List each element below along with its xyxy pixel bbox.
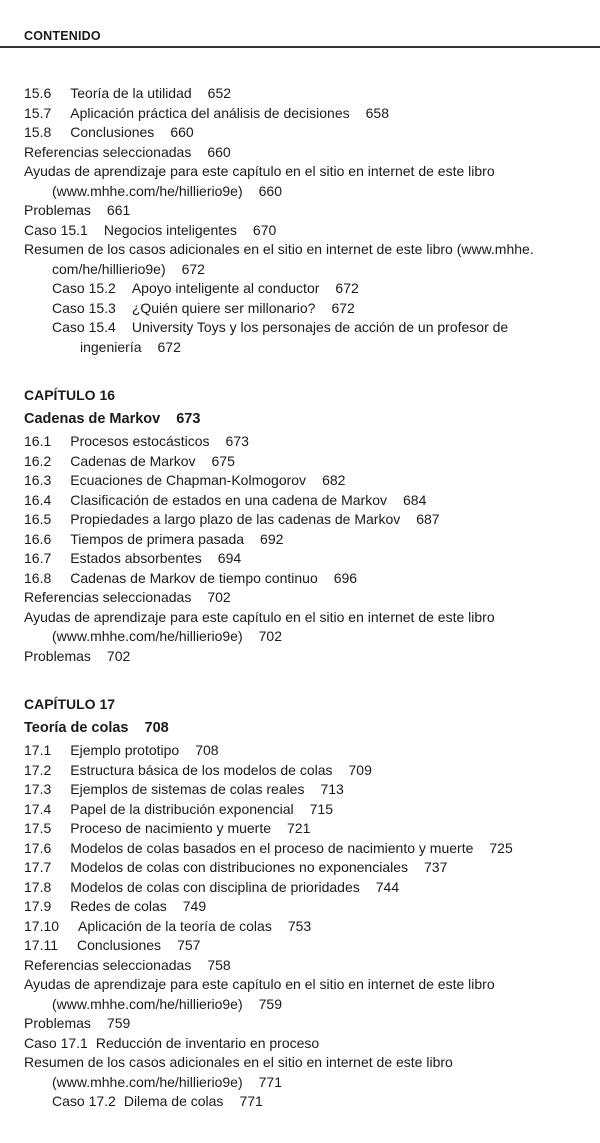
- page-number: 709: [348, 761, 372, 778]
- page-number: 660: [258, 182, 282, 199]
- toc-entry: [24, 569, 590, 589]
- entry-title-continued: (www.mhhe.com/he/hillierio9e): [52, 628, 243, 644]
- section-number: 16.7: [24, 550, 52, 566]
- entry-title: Problemas: [24, 647, 91, 664]
- entry-title-continued: (www.mhhe.com/he/hillierio9e): [52, 1073, 243, 1090]
- toc-entry: [24, 1014, 590, 1034]
- entry-title: Aplicación de la teoría de colas: [78, 917, 272, 934]
- toc-line: [24, 1053, 590, 1073]
- toc-entry: [24, 858, 590, 878]
- toc-entry: [24, 741, 590, 761]
- toc-line-continued: [24, 1073, 590, 1093]
- page-number: 702: [258, 628, 282, 644]
- entry-title: Ayudas de aprendizaje para este capítulo en el sitio en internet de este libro: [24, 163, 495, 179]
- page-number: 672: [181, 260, 205, 277]
- section-number: 16.6: [24, 530, 52, 547]
- entry-title: Conclusiones: [70, 124, 155, 140]
- toc-line: [24, 201, 590, 221]
- toc-entry: [24, 452, 590, 472]
- toc-entry: [24, 588, 590, 608]
- toc-entry: [24, 1092, 590, 1112]
- toc-line: [24, 780, 590, 800]
- case-number: Caso 15.1: [24, 221, 88, 238]
- toc-line: [24, 318, 590, 338]
- page-number: 694: [217, 550, 242, 566]
- toc-line: [24, 878, 590, 898]
- entry-title: Papel de la distribución exponencial: [70, 800, 294, 817]
- section-number: 17.5: [24, 820, 52, 836]
- toc-line: [24, 839, 590, 859]
- toc-line: [24, 936, 590, 956]
- toc-entry: [24, 647, 590, 667]
- toc-entry: [24, 318, 590, 357]
- page-number: 672: [335, 280, 359, 296]
- page-number: 692: [260, 530, 284, 547]
- entry-title: University Toys y los personajes de acción de un profesor de: [131, 319, 509, 335]
- page-number: 660: [207, 143, 231, 160]
- entry-title: Ejemplo prototipo: [70, 742, 180, 758]
- page-number: 696: [333, 569, 358, 586]
- toc-line: [24, 1092, 590, 1112]
- chapter-page: 708: [144, 720, 169, 736]
- page-number: 721: [287, 820, 311, 836]
- toc-line: [24, 975, 590, 995]
- section-number: 15.8: [24, 124, 52, 140]
- toc-entry: [24, 800, 590, 820]
- case-number: Caso 17.2: [52, 1093, 116, 1109]
- entry-title: Conclusiones: [77, 937, 162, 953]
- toc-line: [24, 569, 590, 589]
- section-number: 16.4: [24, 491, 52, 508]
- entry-title: Teoría de la utilidad: [70, 85, 192, 101]
- page-number: 702: [106, 647, 131, 664]
- toc-line-continued: [24, 627, 590, 647]
- toc-line: [24, 432, 590, 452]
- case-number: Caso 17.1: [24, 1034, 88, 1051]
- section-number: 16.1: [24, 433, 52, 449]
- toc-line: [24, 761, 590, 781]
- toc-entry: [24, 240, 590, 279]
- entry-title-continued: (www.mhhe.com/he/hillierio9e): [52, 995, 243, 1012]
- toc-entry: [24, 510, 590, 530]
- entry-title: Dilema de colas: [123, 1093, 224, 1109]
- entry-title: Apoyo inteligente al conductor: [131, 280, 320, 296]
- toc-entry: [24, 608, 590, 647]
- toc-line: [24, 452, 590, 472]
- section-number: 17.6: [24, 839, 52, 856]
- entry-title: Ayudas de aprendizaje para este capítulo en el sitio en internet de este libro: [24, 976, 495, 992]
- toc-line: [24, 647, 590, 667]
- page-number: 684: [403, 491, 427, 508]
- toc-line-continued: [24, 995, 590, 1015]
- toc-line: [24, 741, 590, 761]
- chapter-title: Teoría de colas: [24, 720, 129, 736]
- page-number: 658: [365, 104, 389, 121]
- section-number: 17.2: [24, 761, 52, 778]
- section-number: 17.7: [24, 859, 52, 875]
- entry-title: Reducción de inventario en proceso: [95, 1034, 320, 1051]
- case-number: Caso 15.4: [52, 319, 116, 335]
- page-number: 737: [424, 859, 448, 875]
- case-number: Caso 15.3: [52, 299, 116, 316]
- section-number: 17.11: [24, 937, 58, 953]
- toc-line-continued: [24, 182, 590, 202]
- section-number: 17.8: [24, 878, 52, 895]
- page-number: 652: [207, 85, 232, 101]
- entry-title: Propiedades a largo plazo de las cadenas de Markov: [70, 511, 401, 527]
- toc-line: [24, 1014, 590, 1034]
- page-number: 713: [320, 781, 344, 797]
- page-number: 757: [177, 937, 201, 953]
- entry-title: Cadenas de Markov: [70, 452, 196, 469]
- toc-line: [24, 221, 590, 241]
- entry-title: Estados absorbentes: [70, 550, 202, 566]
- entry-title: Problemas: [24, 202, 91, 218]
- entry-title-continued: (www.mhhe.com/he/hillierio9e): [52, 182, 243, 199]
- page-number: 753: [287, 917, 312, 934]
- page-number: 682: [322, 472, 346, 488]
- entry-title: Resumen de los casos adicionales en el sitio en internet de este libro: [24, 1054, 453, 1070]
- entry-title: Cadenas de Markov de tiempo continuo: [70, 569, 318, 586]
- entry-title: Ecuaciones de Chapman-Kolmogorov: [70, 472, 307, 488]
- toc-line: [24, 491, 590, 511]
- page-number: 675: [211, 452, 235, 469]
- entry-title: Resumen de los casos adicionales en el sitio en internet de este libro (www.mhhe.: [24, 241, 534, 257]
- toc-entry: [24, 1034, 590, 1054]
- toc-entry: [24, 936, 590, 956]
- page-number: 725: [489, 839, 513, 856]
- toc-line: [24, 608, 590, 628]
- toc-line: [24, 162, 590, 182]
- entry-title: Referencias seleccionadas: [24, 143, 192, 160]
- toc-line: [24, 897, 590, 917]
- toc-line-continued: [24, 338, 590, 358]
- entry-title-continued: com/he/hillierio9e): [52, 260, 166, 277]
- toc-entry: [24, 299, 590, 319]
- toc-entry: [24, 432, 590, 452]
- section-number: 16.5: [24, 511, 52, 527]
- toc-entry: [24, 549, 590, 569]
- toc-line: [24, 917, 590, 937]
- page-number: 759: [258, 995, 282, 1012]
- page-number: 672: [157, 338, 181, 355]
- toc-entry: [24, 221, 590, 241]
- section-number: 17.9: [24, 898, 52, 914]
- toc-entry: [24, 104, 590, 124]
- entry-title-continued: ingeniería: [80, 338, 142, 355]
- entry-title: Modelos de colas basados en el proceso de nacimiento y muerte: [70, 839, 474, 856]
- toc-line: [24, 104, 590, 124]
- toc-entry: [24, 471, 590, 491]
- page-number: 715: [309, 800, 333, 817]
- toc-entry: [24, 761, 590, 781]
- toc-line: [24, 549, 590, 569]
- entry-title: Referencias seleccionadas: [24, 589, 192, 605]
- page-number: 672: [331, 299, 355, 316]
- section-number: 17.4: [24, 800, 52, 817]
- page-number: 758: [207, 956, 231, 973]
- toc-entry: [24, 780, 590, 800]
- toc-line: [24, 123, 590, 143]
- page-number: 670: [252, 221, 277, 238]
- entry-title: Referencias seleccionadas: [24, 956, 192, 973]
- toc-line: [24, 143, 590, 163]
- section-number: 16.2: [24, 452, 52, 469]
- chapter-title-line: [24, 716, 590, 741]
- toc-entry: [24, 917, 590, 937]
- entry-title: Aplicación práctica del análisis de decisiones: [70, 104, 350, 121]
- entry-title: Clasificación de estados en una cadena de Markov: [70, 491, 387, 508]
- chapter-page: 673: [176, 411, 201, 427]
- toc-block: [24, 84, 590, 357]
- section-number: 15.7: [24, 104, 52, 121]
- page-number: 708: [195, 742, 219, 758]
- entry-title: Negocios inteligentes: [103, 221, 237, 238]
- page-number: 771: [239, 1093, 263, 1109]
- entry-title: ¿Quién quiere ser millonario?: [131, 299, 316, 316]
- toc-entry: [24, 491, 590, 511]
- toc-entry: [24, 279, 590, 299]
- toc-entry: [24, 84, 590, 104]
- toc-line: [24, 1034, 590, 1054]
- entry-title: Modelos de colas con disciplina de prioridades: [70, 878, 360, 895]
- entry-title: Modelos de colas con distribuciones no exponenciales: [70, 859, 409, 875]
- page-number: 771: [258, 1073, 282, 1090]
- section-number: 15.6: [24, 85, 52, 101]
- page-number: 660: [170, 124, 194, 140]
- section-number: 17.10: [24, 917, 60, 934]
- page-number: 661: [106, 202, 131, 218]
- page-number: 744: [375, 878, 400, 895]
- table-of-contents: [24, 84, 590, 1112]
- section-number: 17.3: [24, 781, 52, 797]
- toc-line: [24, 819, 590, 839]
- running-header: CONTENIDO: [24, 29, 101, 43]
- section-number: 17.1: [24, 742, 52, 758]
- chapter-label: CAPÍTULO 16: [24, 387, 116, 403]
- entry-title: Tiempos de primera pasada: [70, 530, 245, 547]
- page-number: 702: [207, 589, 231, 605]
- toc-line: [24, 84, 590, 104]
- toc-entry: [24, 123, 590, 143]
- toc-block: [24, 692, 590, 1112]
- toc-entry: [24, 162, 590, 201]
- entry-title: Ayudas de aprendizaje para este capítulo en el sitio en internet de este libro: [24, 608, 495, 625]
- toc-entry: [24, 839, 590, 859]
- page-number: 749: [182, 898, 207, 914]
- toc-line: [24, 471, 590, 491]
- entry-title: Estructura básica de los modelos de colas: [70, 761, 333, 778]
- page-number: 759: [106, 1015, 131, 1031]
- toc-entry: [24, 878, 590, 898]
- section-number: 16.3: [24, 472, 52, 488]
- section-number: 16.8: [24, 569, 52, 586]
- toc-entry: [24, 143, 590, 163]
- header-rule: [0, 46, 600, 48]
- toc-line-continued: [24, 260, 590, 280]
- toc-entry: [24, 819, 590, 839]
- page-number: 673: [225, 433, 249, 449]
- entry-title: Redes de colas: [70, 898, 167, 914]
- entry-title: Problemas: [24, 1015, 91, 1031]
- toc-entry: [24, 1053, 590, 1092]
- toc-entry: [24, 897, 590, 917]
- chapter-title-line: [24, 407, 590, 432]
- toc-entry: [24, 201, 590, 221]
- toc-line: [24, 299, 590, 319]
- toc-line: [24, 800, 590, 820]
- toc-entry: [24, 530, 590, 550]
- toc-line: [24, 858, 590, 878]
- toc-block: [24, 383, 590, 666]
- entry-title: Proceso de nacimiento y muerte: [70, 820, 272, 836]
- toc-line: [24, 240, 590, 260]
- toc-entry: [24, 975, 590, 1014]
- chapter-label: CAPÍTULO 17: [24, 696, 116, 712]
- entry-title: Ejemplos de sistemas de colas reales: [70, 781, 305, 797]
- toc-line: [24, 530, 590, 550]
- chapter-title: Cadenas de Markov: [24, 411, 161, 427]
- toc-line: [24, 279, 590, 299]
- entry-title: Procesos estocásticos: [70, 433, 210, 449]
- toc-line: [24, 956, 590, 976]
- toc-line: [24, 588, 590, 608]
- case-number: Caso 15.2: [52, 280, 116, 296]
- page-number: 687: [416, 511, 440, 527]
- toc-entry: [24, 956, 590, 976]
- toc-line: [24, 510, 590, 530]
